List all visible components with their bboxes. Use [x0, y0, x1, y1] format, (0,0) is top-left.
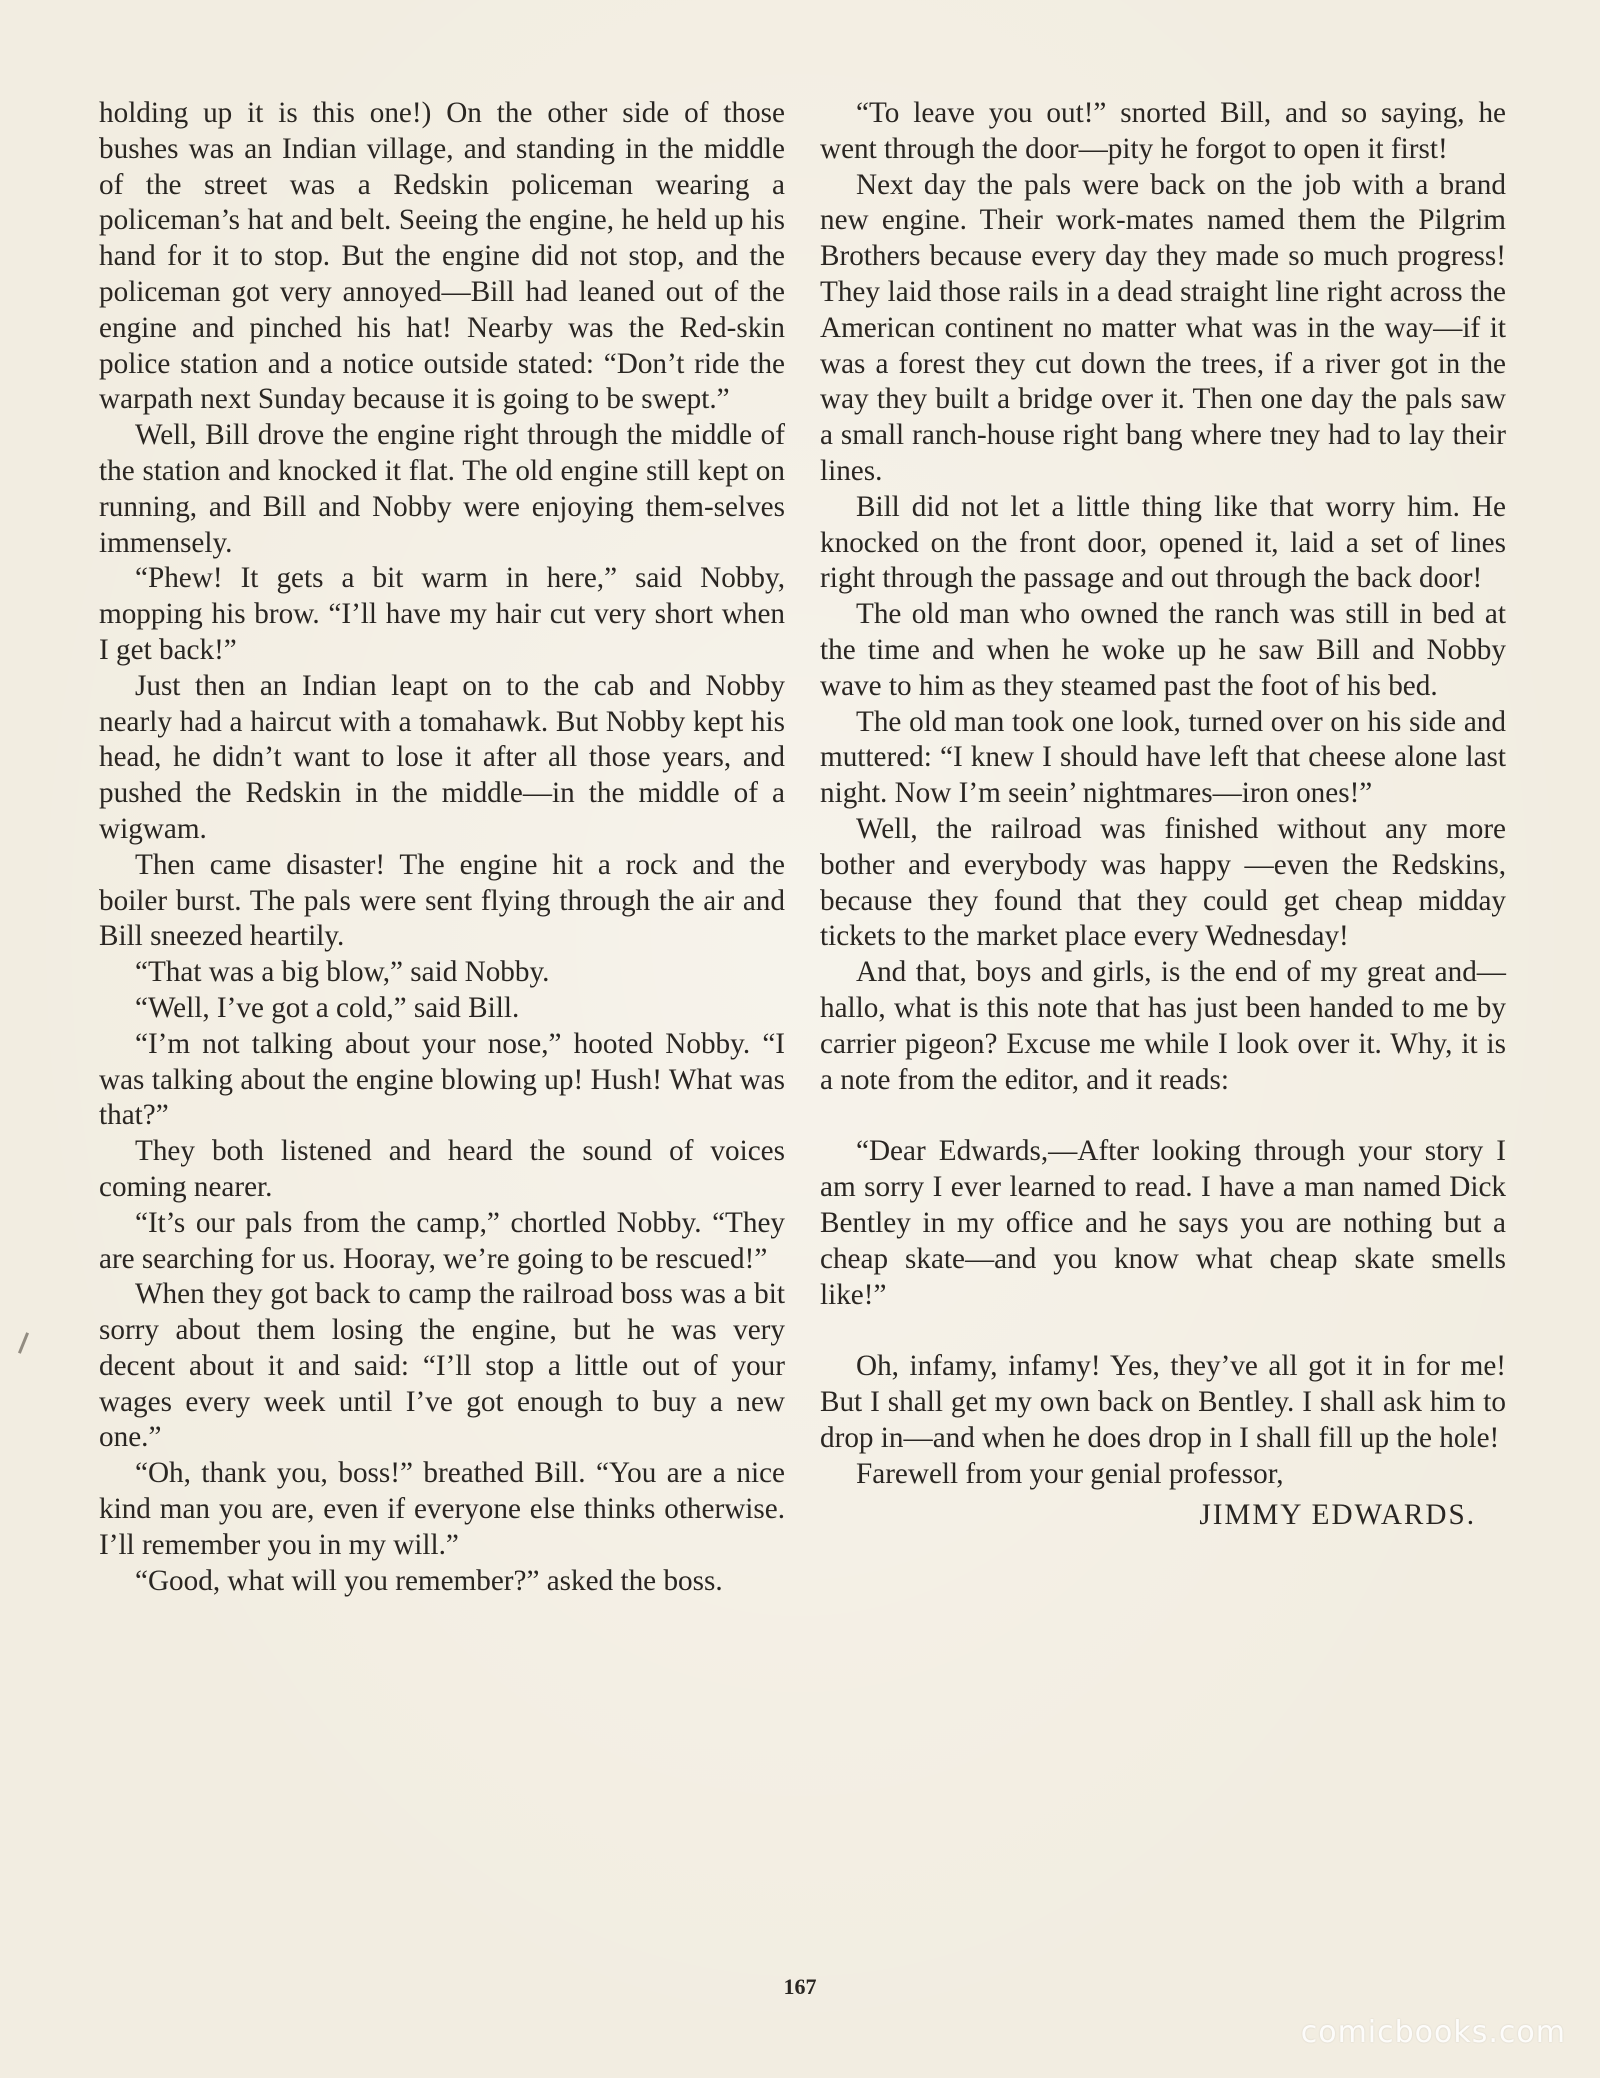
paragraph: Then came disaster! The engine hit a rock and the boiler burst. The pals were sent flying through the air and Bill sneezed heartily. [99, 848, 785, 953]
paragraph: holding up it is this one!) On the other side of those bushes was an Indian village, and standing in the middle of the street was a Redskin policeman wearing a policeman’s hat and belt. Seeing the engine, he held up his hand for it to stop. But the engine did not stop, and the policeman got very annoyed—Bill had leaned out of the engine and pinched his hat! Nearby was the Red-skin police station and a notice outside stated: “Don’t ride the warpath next Sunday because it is going to be swept.” [99, 97, 785, 416]
paragraph: The old man who owned the ranch was still in bed at the time and when he woke up he saw Bill and Nobby wave to him as they steamed past the foot of his bed. [820, 598, 1506, 702]
paragraph: The old man took one look, turned over on his side and muttered: “I knew I should have left that cheese alone last night. Now I’m seein’ nightmares—iron ones!” [820, 705, 1506, 810]
paragraph: And that, boys and girls, is the end of my great and—hallo, what is this note that has just been handed to me by carrier pigeon? Excuse me while I look over it. Why, it is a note from the editor, and it reads: [820, 956, 1506, 1096]
right-text-column [820, 96, 1506, 1534]
watermark: comicbooks.com [1300, 2015, 1566, 2050]
paragraph: “Good, what will you remember?” asked the boss. [135, 1564, 723, 1597]
editor-note-paragraph: “Dear Edwards,—After looking through your story I am sorry I ever learned to read. I have a man named Dick Bentley in my office and he says you are nothing but a cheap skate—and you know what cheap skate smells like!” [820, 1135, 1506, 1311]
paragraph: “To leave you out!” snorted Bill, and so saying, he went through the door—pity he forgot to open it first! [820, 97, 1506, 165]
closing-line: Farewell from your genial professor, [856, 1457, 1284, 1490]
paragraph: Well, Bill drove the engine right through the middle of the station and knocked it flat. The old engine still kept on running, and Bill and Nobby were enjoying them-selves immensely. [99, 419, 785, 559]
paragraph: Next day the pals were back on the job with a brand new engine. Their work-mates named them the Pilgrim Brothers because every day they made so much progress! They laid those rails in a dead straight line right across the American continent no matter what was in the way—if it was a forest they cut down the trees, if a river got in the way they built a bridge over it. Then one day the pals saw a small ranch-house right bang where tney had to lay their lines. [820, 168, 1506, 487]
paragraph: “Oh, thank you, boss!” breathed Bill. “You are a nice kind man you are, even if everyone else thinks otherwise. I’ll remember you in my will.” [99, 1457, 785, 1561]
paragraph: They both listened and heard the sound of voices coming nearer. [99, 1135, 785, 1203]
paragraph: When they got back to camp the railroad boss was a bit sorry about them losing the engine, but he was very decent about it and said: “I’ll stop a little out of your wages every week until I’ve got enough to buy a new one.” [99, 1278, 785, 1454]
paragraph: Just then an Indian leapt on to the cab and Nobby nearly had a haircut with a tomahawk. But Nobby kept his head, he didn’t want to lose it after all those years, and pushed the Redskin in the middle—in the middle of a wigwam. [99, 669, 785, 845]
paragraph: “Phew! It gets a bit warm in here,” said Nobby, mopping his brow. “I’ll have my hair cut very short when I get back!” [99, 562, 785, 666]
paragraph: Oh, infamy, infamy! Yes, they’ve all got it in for me! But I shall get my own back on Bentley. I shall ask him to drop in—and when he does drop in I shall fill up the hole! [820, 1350, 1506, 1454]
author-signature: JIMMY EDWARDS. [1199, 1499, 1476, 1532]
paragraph: Bill did not let a little thing like that worry him. He knocked on the front door, opened it, laid a set of lines right through the passage and out through the back door! [820, 490, 1506, 595]
margin-mark [18, 1332, 29, 1354]
page-number: 167 [783, 1974, 817, 1999]
paragraph: “It’s our pals from the camp,” chortled Nobby. “They are searching for us. Hooray, we’re going to be rescued!” [99, 1206, 785, 1275]
paragraph: Well, the railroad was finished without any more bother and everybody was happy —even the Redskins, because they found that they could get cheap midday tickets to the market place every Wednesday! [820, 812, 1506, 953]
paragraph: “Well, I’ve got a cold,” said Bill. [135, 991, 520, 1024]
paragraph: “I’m not talking about your nose,” hooted Nobby. “I was talking about the engine blowing up! Hush! What was that?” [99, 1027, 785, 1132]
left-text-column [99, 96, 785, 1599]
paragraph: “That was a big blow,” said Nobby. [135, 956, 550, 989]
